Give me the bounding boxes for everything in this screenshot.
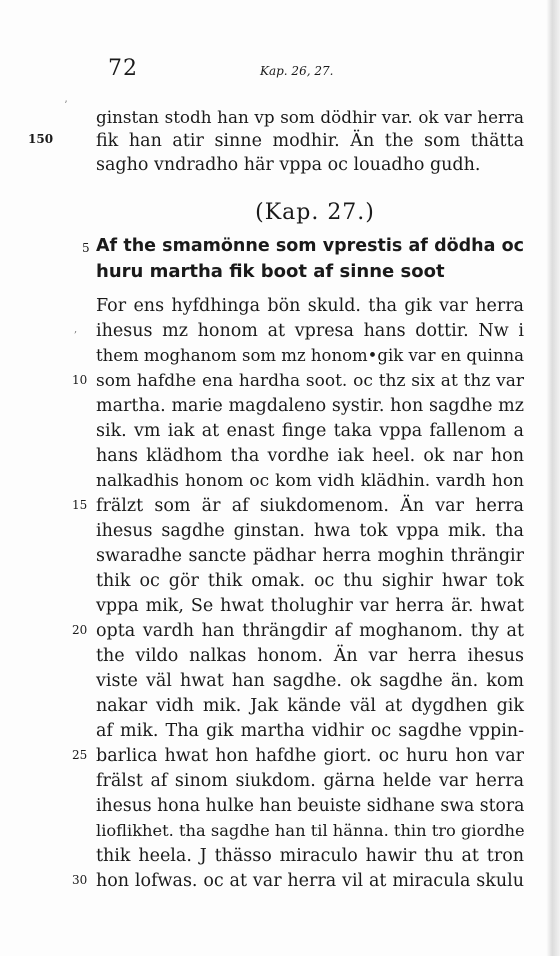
text-line: For ens hyfdhinga bön skuld. tha gik var herra [96,296,524,316]
margin-line-number: 10 [72,373,88,387]
text-line: frälst af sinom siukdom. gärna helde var herra [96,771,524,791]
margin-line-number: 5 [82,241,90,255]
text-line: swaradhe sancte pädhar herra moghin thrängir [96,546,524,566]
text-line: fik han atir sinne modhir. Än the som thätta [96,131,524,151]
text-line: thik oc gör thik omak. oc thu sighir hwar tok [96,571,524,591]
margin-line-number: 150 [28,132,54,146]
text-line: ihesus mz honom at vpresa hans dottir. Nw i [96,321,524,341]
text-line: the vildo nalkas honom. Än var herra ihesus [96,646,524,666]
text-line: martha. marie magdaleno systir. hon sagdhe mz [96,396,524,416]
margin-speck: , [74,324,78,335]
text-line: frälzt som är af siukdomenom. Än var herra [96,496,524,516]
chapter-heading: (Kap. 27.) [255,200,375,225]
text-line: som hafdhe ena hardha soot. oc thz six at thz var [96,371,524,391]
margin-line-number: 25 [72,748,88,762]
chapter-title-line: Af the smamönne som vprestis af dödha oc [96,236,524,256]
text-line: af mik. Tha gik martha vidhir oc sagdhe vppin- [96,721,524,741]
margin-line-number: 20 [72,623,88,637]
text-line: them moghanom som mz honom•gik var en quinna [96,346,524,365]
margin-speck: ʼ [64,100,68,111]
margin-line-number: 15 [72,498,88,512]
text-line: hon lofwas. oc at var herra vil at miracula skulu [96,871,524,891]
page-edge-shadow [546,0,560,956]
chapter-title-line: huru martha fik boot af sinne soot [96,261,445,282]
text-line: nalkadhis honom oc kom vidh klädhin. vardh hon [96,471,524,491]
text-line: hans klädhom tha vordhe iak heel. ok nar hon [96,446,524,466]
text-line: barlica hwat hon hafdhe giort. oc huru hon var [96,746,524,766]
page-number: 72 [108,56,138,81]
text-line: ginstan stodh han vp som dödhir var. ok var herra [96,107,524,127]
text-line: nakar vidh mik. Jak kände väl at dygdhen gik [96,696,524,716]
text-line: sik. vm iak at enast finge taka vppa fallenom a [96,421,524,441]
text-line: ihesus sagdhe ginstan. hwa tok vppa mik. tha [96,521,524,541]
running-head: Kap. 26, 27. [260,64,334,78]
text-line: viste väl hwat han sagdhe. ok sagdhe än. kom [96,671,524,691]
text-line: opta vardh han thrängdir af moghanom. thy at [96,621,524,641]
text-line: lioflikhet. tha sagdhe han til hänna. thin tro giordhe [96,821,525,840]
text-line: thik heela. J thässo miraculo hawir thu at tron [96,846,524,866]
text-line: vppa mik, Se hwat tholughir var herra är. hwat [96,596,524,616]
text-line: ihesus hona hulke han beuiste sidhane swa stora [96,796,525,816]
text-line: sagho vndradho här vppa oc louadho gudh. [96,155,481,175]
margin-line-number: 30 [72,873,88,887]
